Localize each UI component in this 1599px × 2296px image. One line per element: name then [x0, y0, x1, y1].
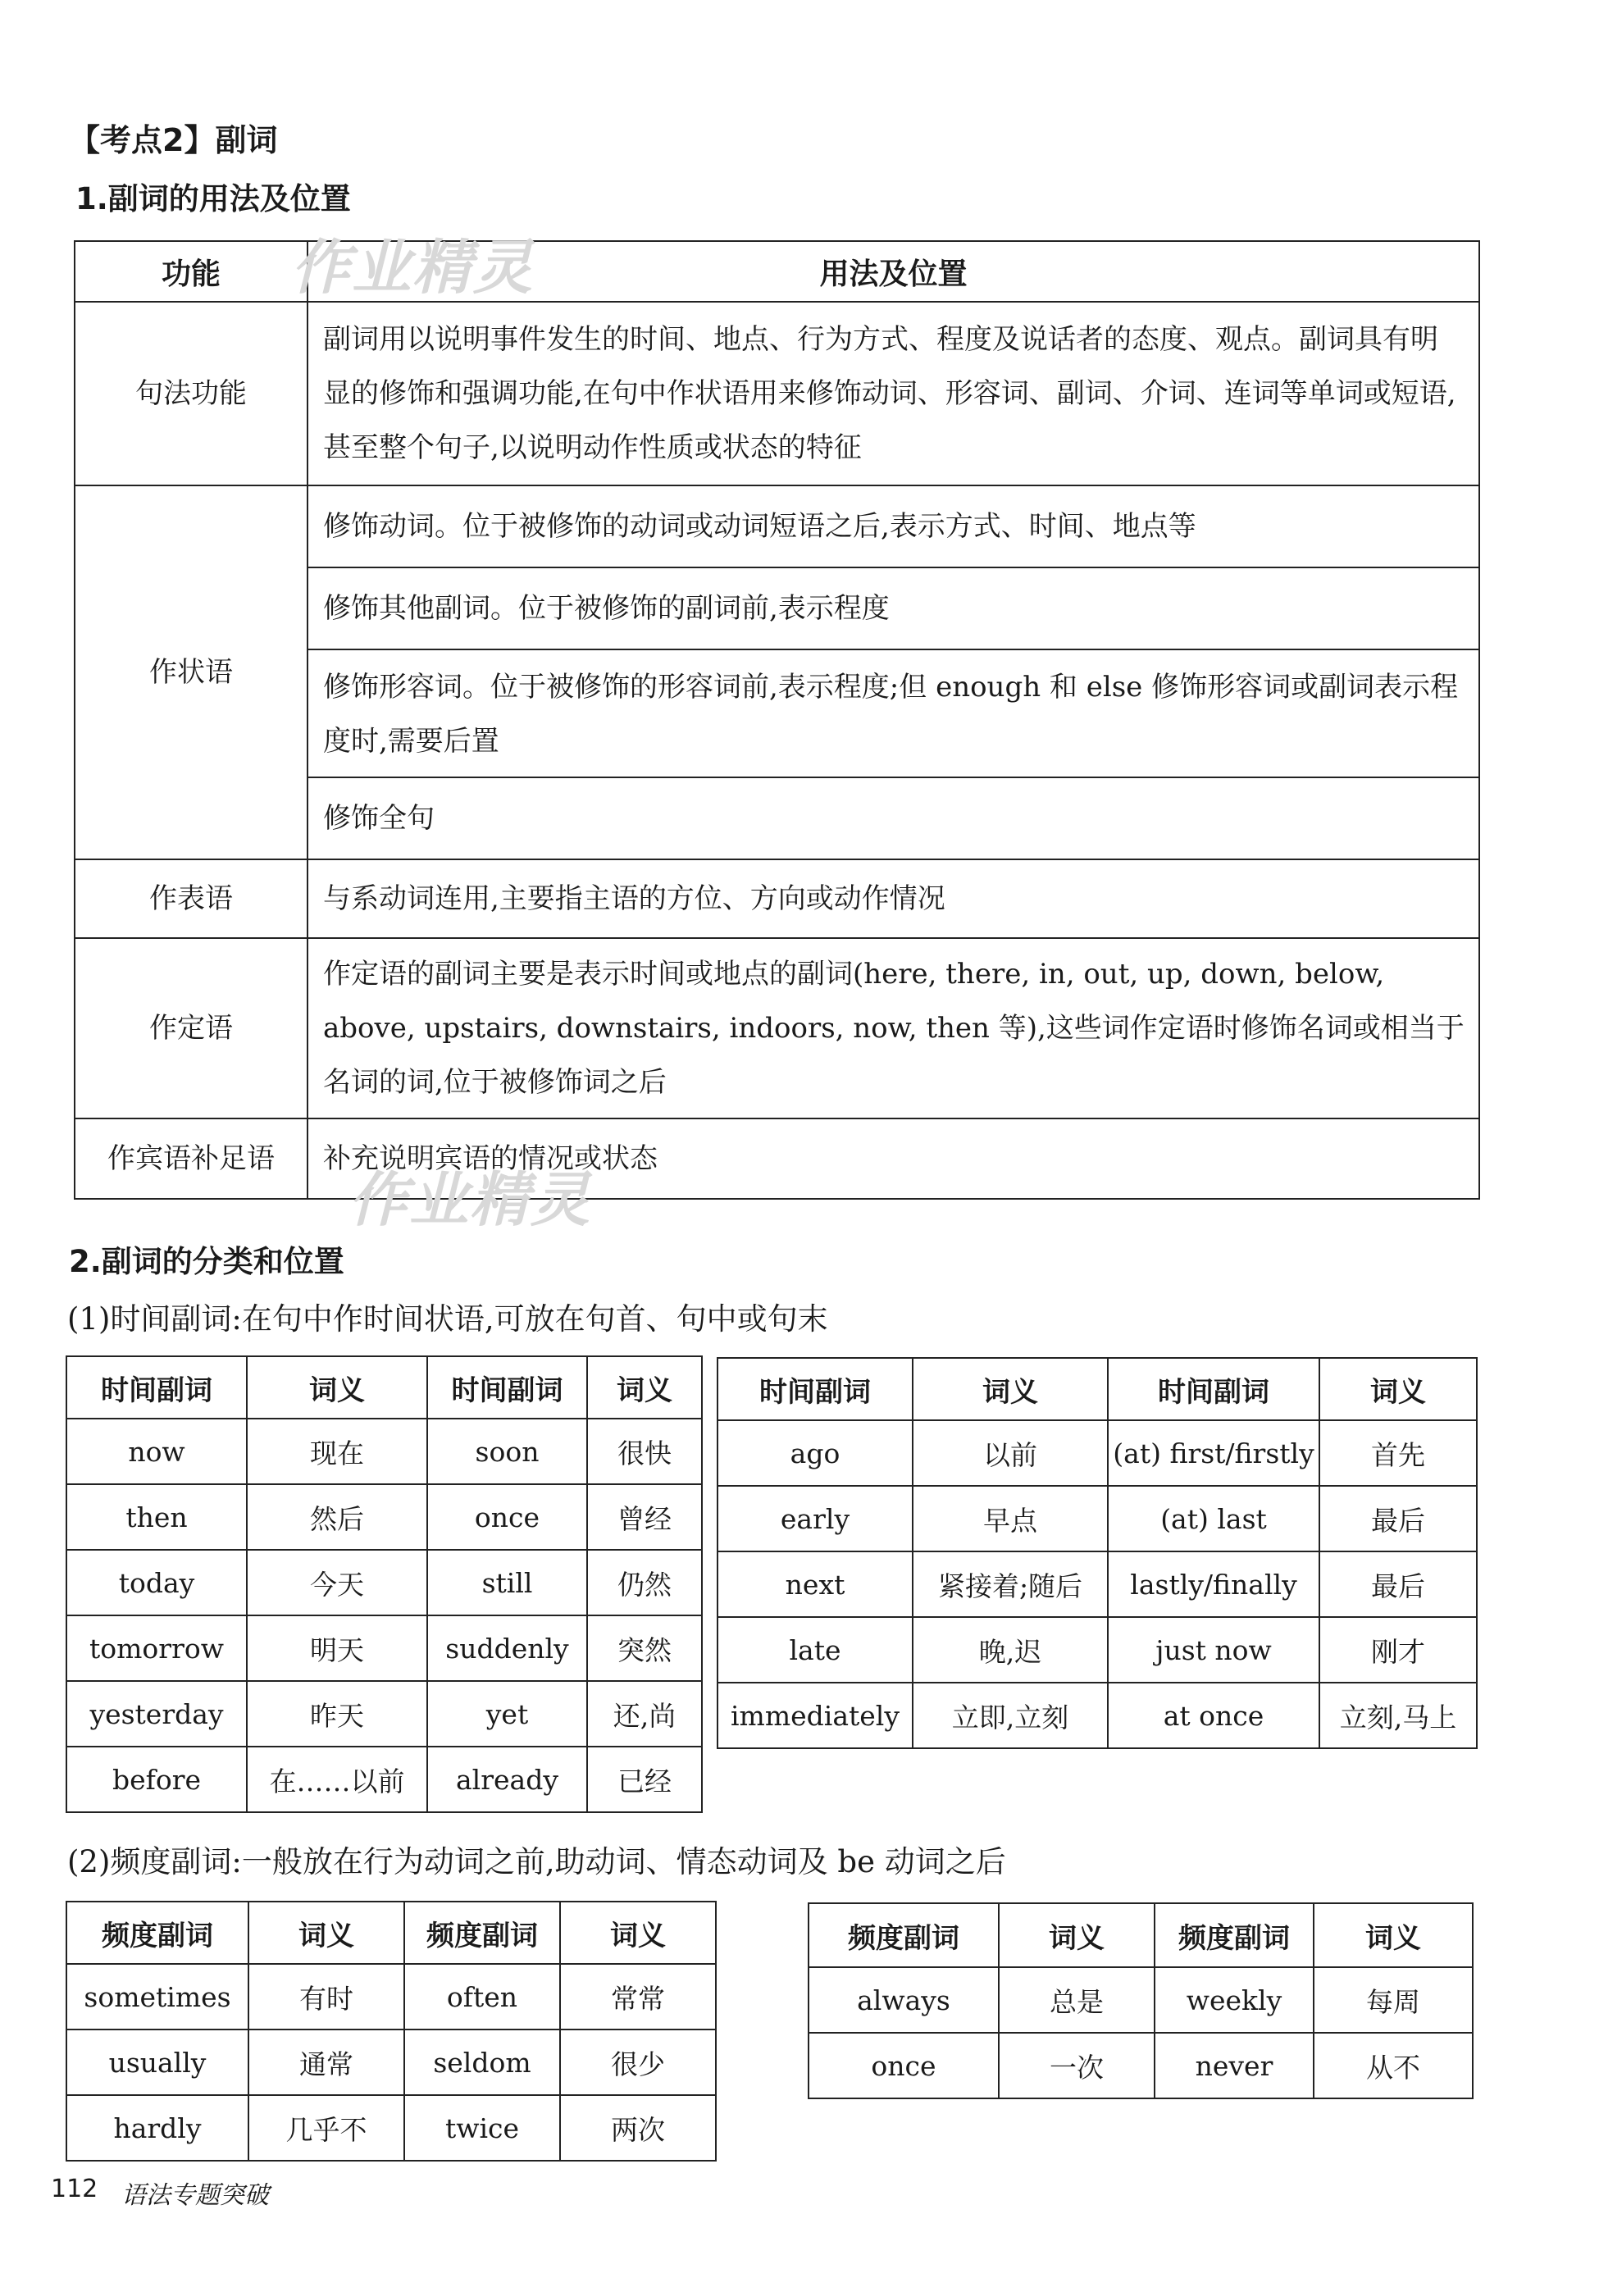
time-adverb-table-right	[717, 1357, 1478, 1749]
time-adverb-table-left	[66, 1355, 703, 1813]
column-header: 词义	[587, 1356, 702, 1419]
table-cell: 有时	[248, 1964, 404, 2029]
table-row	[66, 2029, 716, 2095]
column-header: 词义	[999, 1903, 1155, 1967]
table-cell: 立刻,马上	[1319, 1683, 1477, 1748]
table-cell: before	[66, 1747, 247, 1812]
table-cell: often	[404, 1964, 560, 2029]
table-cell: yet	[427, 1681, 587, 1747]
table-cell: 已经	[587, 1747, 702, 1812]
table-cell: 最后	[1319, 1486, 1477, 1551]
table-cell: always	[809, 1967, 999, 2033]
function-cell: 作宾语补足语	[75, 1118, 308, 1199]
table-row	[66, 2095, 716, 2161]
table-cell: yesterday	[66, 1681, 247, 1747]
usage-cell: 修饰其他副词。位于被修饰的副词前,表示程度	[308, 568, 1478, 650]
part1-title: 1.副词的用法及位置	[75, 181, 351, 216]
table-cell: 仍然	[587, 1550, 702, 1615]
table-cell: 首先	[1319, 1420, 1477, 1486]
column-header: 频度副词	[1155, 1903, 1314, 1967]
table-cell: weekly	[1155, 1967, 1314, 2033]
table-row	[66, 1681, 702, 1747]
table-cell: 突然	[587, 1615, 702, 1681]
table-cell: sometimes	[66, 1964, 248, 2029]
table-row	[809, 1967, 1473, 2033]
usage-cell: 修饰动词。位于被修饰的动词或动词短语之后,表示方式、时间、地点等	[308, 486, 1478, 568]
table-cell: at once	[1108, 1683, 1319, 1748]
table-row	[809, 2033, 1473, 2098]
frequency-adverb-table-left	[66, 1901, 717, 2162]
table-cell: already	[427, 1747, 587, 1812]
frequency-adverb-table-right	[808, 1902, 1474, 2099]
table-cell: 还,尚	[587, 1681, 702, 1747]
function-cell: 作状语	[75, 485, 308, 859]
usage-cell: 作定语的副词主要是表示时间或地点的副词(here, there, in, out, up, down, below, above, upstairs, downstairs, indoors, now, then 等),这些词作定语时修饰名词或相当于名词的词,位于被修饰词之后	[308, 938, 1479, 1118]
table-cell: 刚才	[1319, 1617, 1477, 1683]
table-row	[66, 1747, 702, 1812]
table-row	[718, 1551, 1477, 1617]
usage-cell: 修饰全句	[323, 802, 435, 835]
column-header: 词义	[247, 1356, 427, 1419]
usage-cell: 与系动词连用,主要指主语的方位、方向或动作情况	[308, 859, 1479, 938]
table-cell: 几乎不	[248, 2095, 404, 2161]
table-cell: 在……以前	[247, 1747, 427, 1812]
table-cell: (at) first/firstly	[1108, 1420, 1319, 1486]
table-cell: 很快	[587, 1419, 702, 1484]
table-row	[718, 1420, 1477, 1486]
column-header: 词义	[913, 1358, 1108, 1420]
table-cell: 从不	[1314, 2033, 1473, 2098]
table-row	[718, 1683, 1477, 1748]
table-cell: 早点	[913, 1486, 1108, 1551]
table-cell: early	[718, 1486, 913, 1551]
table-cell: 晚,迟	[913, 1617, 1108, 1683]
function-cell: 作表语	[75, 859, 308, 938]
table-row	[66, 1550, 702, 1615]
usage-group	[308, 485, 1479, 859]
table-cell: 通常	[248, 2029, 404, 2095]
usage-cell: 补充说明宾语的情况或状态	[308, 1118, 1479, 1199]
frequency-adverb-note: (2)频度副词:一般放在行为动词之前,助动词、情态动词及 be 动词之后	[67, 1844, 1006, 1879]
table-cell: suddenly	[427, 1615, 587, 1681]
header-function: 功能	[75, 241, 308, 302]
usage-table	[74, 240, 1480, 1200]
usage-cell: 副词用以说明事件发生的时间、地点、行为方式、程度及说话者的态度、观点。副词具有明显的修饰和强调功能,在句中作状语用来修饰动词、形容词、副词、介词、连词等单词或短语,甚至整个句子,以说明动作性质或状态的特征	[308, 302, 1479, 485]
column-header: 频度副词	[809, 1903, 999, 1967]
table-cell: now	[66, 1419, 247, 1484]
table-cell: 以前	[913, 1420, 1108, 1486]
function-cell: 作定语	[75, 938, 308, 1118]
table-row	[718, 1617, 1477, 1683]
table-cell: once	[427, 1484, 587, 1550]
table-cell: 最后	[1319, 1551, 1477, 1617]
table-cell: lastly/finally	[1108, 1551, 1319, 1617]
table-cell: 两次	[560, 2095, 716, 2161]
table-cell: still	[427, 1550, 587, 1615]
table-cell: then	[66, 1484, 247, 1550]
function-cell: 句法功能	[75, 302, 308, 485]
column-header: 时间副词	[66, 1356, 247, 1419]
page-number: 112	[51, 2175, 98, 2203]
watermark: 作业精灵	[291, 233, 535, 302]
table-cell: today	[66, 1550, 247, 1615]
table-row	[66, 1615, 702, 1681]
table-cell: never	[1155, 2033, 1314, 2098]
section-title: 【考点2】副词	[69, 122, 278, 158]
table-cell: soon	[427, 1419, 587, 1484]
table-cell: twice	[404, 2095, 560, 2161]
table-cell: immediately	[718, 1683, 913, 1748]
column-header: 词义	[560, 1902, 716, 1964]
table-row	[66, 1419, 702, 1484]
table-cell: late	[718, 1617, 913, 1683]
table-cell: 紧接着;随后	[913, 1551, 1108, 1617]
table-cell: 明天	[247, 1615, 427, 1681]
table-cell: 一次	[999, 2033, 1155, 2098]
table-row	[66, 1964, 716, 2029]
header-usage: 用法及位置	[308, 241, 1479, 302]
table-cell: once	[809, 2033, 999, 2098]
table-cell: ago	[718, 1420, 913, 1486]
table-cell: 立即,立刻	[913, 1683, 1108, 1748]
time-adverb-note: (1)时间副词:在句中作时间状语,可放在句首、句中或句末	[67, 1301, 828, 1337]
table-cell: 今天	[247, 1550, 427, 1615]
table-cell: usually	[66, 2029, 248, 2095]
usage-cell: 修饰形容词。位于被修饰的形容词前,表示程度;但 enough 和 else 修饰形容词或副词表示程度时,需要后置	[308, 650, 1478, 778]
table-cell: 现在	[247, 1419, 427, 1484]
column-header: 词义	[248, 1902, 404, 1964]
table-cell: 曾经	[587, 1484, 702, 1550]
table-row	[66, 1484, 702, 1550]
watermark: 作业精灵	[348, 1165, 592, 1234]
table-cell: tomorrow	[66, 1615, 247, 1681]
book-title: 语法专题突破	[121, 2181, 269, 2210]
column-header: 时间副词	[1108, 1358, 1319, 1420]
table-cell: hardly	[66, 2095, 248, 2161]
table-cell: next	[718, 1551, 913, 1617]
table-cell: 总是	[999, 1967, 1155, 2033]
table-cell: 然后	[247, 1484, 427, 1550]
table-cell: (at) last	[1108, 1486, 1319, 1551]
table-cell: seldom	[404, 2029, 560, 2095]
table-cell: 常常	[560, 1964, 716, 2029]
table-cell: 昨天	[247, 1681, 427, 1747]
column-header: 词义	[1319, 1358, 1477, 1420]
table-cell: just now	[1108, 1617, 1319, 1683]
column-header: 时间副词	[427, 1356, 587, 1419]
column-header: 频度副词	[66, 1902, 248, 1964]
table-row	[718, 1486, 1477, 1551]
part2-title: 2.副词的分类和位置	[69, 1244, 344, 1279]
table-cell: 很少	[560, 2029, 716, 2095]
column-header: 时间副词	[718, 1358, 913, 1420]
column-header: 词义	[1314, 1903, 1473, 1967]
column-header: 频度副词	[404, 1902, 560, 1964]
table-cell: 每周	[1314, 1967, 1473, 2033]
